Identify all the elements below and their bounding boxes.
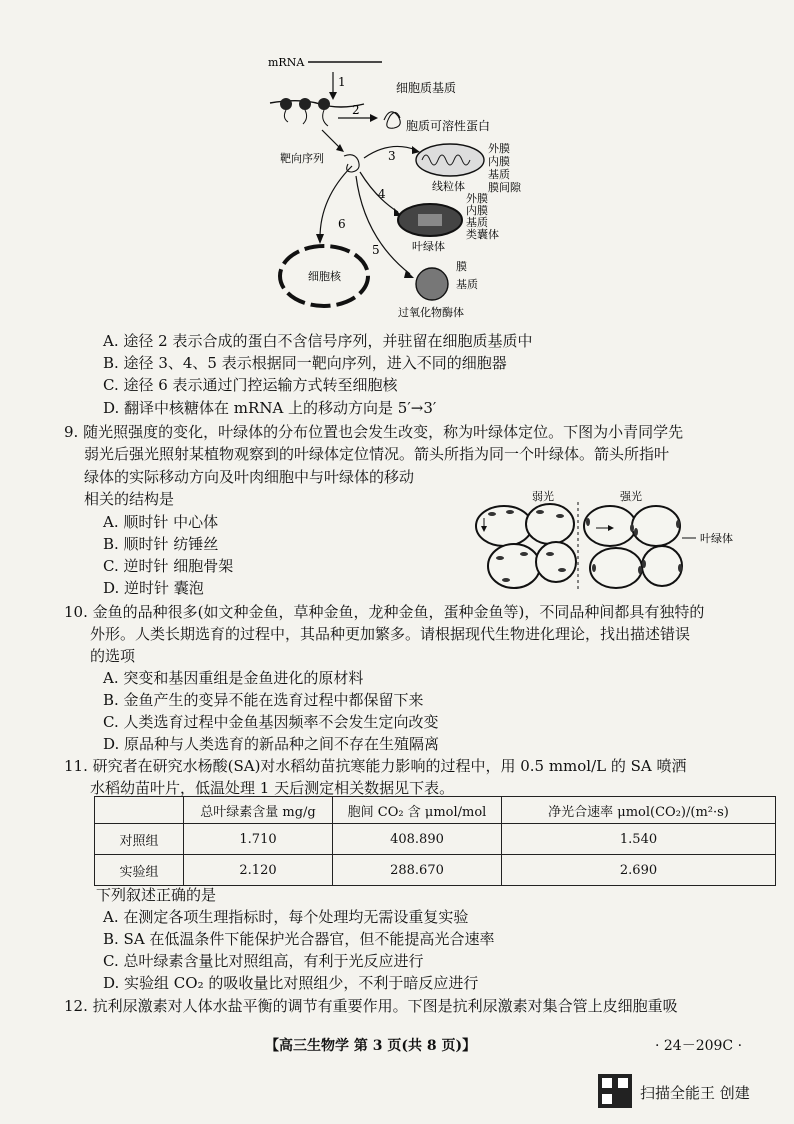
page-footer: 【高三生物学 第 3 页(共 8 页)】 — [265, 1038, 477, 1054]
table-row — [95, 855, 776, 886]
q11-line-2: 水稻幼苗叶片，低温处理 1 天后测定相关数据见下表。 — [90, 779, 455, 797]
target-sequence-label: 靶向序列 — [280, 152, 324, 165]
table-cell: 288.670 — [333, 855, 502, 886]
peroxisome-shape — [416, 268, 448, 300]
q12-line-1: 12. 抗利尿激素对人体水盐平衡的调节有重要作用。下图是抗利尿激素对集合管上皮细胞重吸 — [64, 997, 678, 1015]
q11-option-a: A. 在测定各项生理指标时，每个处理均无需设重复实验 — [103, 908, 469, 926]
chloroplast-legend-label: 叶绿体 — [700, 532, 733, 545]
q10-line-3: 的选项 — [90, 647, 136, 665]
chl-thylakoid-label: 类囊体 — [466, 228, 499, 241]
cytoplasm-matrix-label: 细胞质基质 — [396, 81, 457, 95]
q11-option-b: B. SA 在低温条件下能保护光合器官，但不能提高光合速率 — [103, 930, 495, 948]
chloroplast-label: 叶绿体 — [412, 240, 445, 253]
table-cell: 1.540 — [502, 824, 776, 855]
chl-inner-label: 内膜 — [466, 204, 488, 217]
mito-space-label: 膜间隙 — [488, 181, 521, 194]
ribosome-1 — [280, 98, 292, 110]
q10-line-1: 10. 金鱼的品种很多(如文种金鱼，草种金鱼，龙种金鱼，蛋种金鱼等)，不同品种间都具有独特的 — [64, 603, 705, 621]
q10-option-d: D. 原品种与人类选育的新品种之间不存在生殖隔离 — [103, 735, 440, 753]
q11-stem: 下列叙述正确的是 — [96, 886, 217, 904]
paper-code: · 24－209C · — [655, 1038, 743, 1054]
peroxisome-label: 过氧化物酶体 — [398, 306, 464, 319]
strong-cell-2 — [632, 506, 680, 546]
mito-outer-label: 外膜 — [488, 142, 510, 155]
weak-cell-2 — [526, 504, 574, 544]
q10-line-2: 外形。人类长期选育的过程中，其品种更加繁多。请根据现代生物进化理论，找出描述错误 — [90, 625, 691, 643]
soluble-protein-shape — [384, 112, 400, 128]
q8-option-c: C. 途径 6 表示通过门控运输方式转至细胞核 — [103, 376, 398, 394]
q9-line-2: 弱光后强光照射某植物观察到的叶绿体定位情况。箭头所指为同一个叶绿体。箭头所指叶 — [84, 445, 670, 463]
q9-line-3: 绿体的实际移动方向及叶肉细胞中与叶绿体的移动 — [84, 468, 415, 486]
chl-matrix-label: 基质 — [466, 216, 488, 229]
q9-option-c: C. 逆时针 细胞骨架 — [103, 557, 234, 575]
per-matrix-label: 基质 — [456, 278, 478, 291]
mrna-label: mRNA — [268, 56, 305, 69]
strong-cell-3 — [590, 548, 642, 588]
weak-cell-4 — [536, 542, 576, 582]
table-cell: 实验组 — [95, 855, 184, 886]
path-5-label: 5 — [372, 243, 380, 257]
mitochondrion-label: 线粒体 — [432, 180, 465, 193]
q10-option-b: B. 金鱼产生的变异不能在选育过程中都保留下来 — [103, 691, 424, 709]
mito-inner-label: 内膜 — [488, 155, 510, 168]
soluble-protein-label: 胞质可溶性蛋白 — [406, 119, 491, 133]
nucleus-label: 细胞核 — [308, 270, 341, 283]
per-membrane-label: 膜 — [456, 260, 467, 273]
mito-matrix-label: 基质 — [488, 168, 510, 181]
table-header-cell: 胞间 CO₂ 含 μmol/mol — [333, 797, 502, 824]
table-header-cell — [95, 797, 184, 824]
path-2-label: 2 — [352, 103, 360, 117]
path-1-label: 1 — [338, 75, 346, 89]
table-cell: 408.890 — [333, 824, 502, 855]
q11-data-table — [94, 796, 776, 886]
ribosome-2 — [299, 98, 311, 110]
q10-option-c: C. 人类选育过程中金鱼基因频率不会发生定向改变 — [103, 713, 439, 731]
protein-targeting-figure — [260, 48, 780, 328]
path-3-label: 3 — [388, 149, 396, 163]
table-row — [95, 824, 776, 855]
ribosome-3 — [318, 98, 330, 110]
strong-light-label: 强光 — [620, 490, 642, 503]
q9-option-d: D. 逆时针 囊泡 — [103, 579, 204, 597]
table-header-cell: 净光合速率 μmol(CO₂)/(m²·s) — [502, 797, 776, 824]
q10-option-a: A. 突变和基因重组是金鱼进化的原材料 — [103, 669, 364, 687]
q8-option-b: B. 途径 3、4、5 表示根据同一靶向序列，进入不同的细胞器 — [103, 354, 507, 372]
table-cell: 2.690 — [502, 855, 776, 886]
q9-line-1: 9. 随光照强度的变化，叶绿体的分布位置也会发生改变，称为叶绿体定位。下图为小青同学先 — [64, 423, 684, 441]
q9-line-4: 相关的结构是 — [84, 490, 175, 508]
weak-light-label: 弱光 — [532, 490, 554, 503]
q8-option-a: A. 途径 2 表示合成的蛋白不含信号序列，并驻留在细胞质基质中 — [103, 332, 533, 350]
table-cell: 对照组 — [95, 824, 184, 855]
q11-option-d: D. 实验组 CO₂ 的吸收量比对照组少，不利于暗反应进行 — [103, 974, 479, 992]
q8-option-d: D. 翻译中核糖体在 mRNA 上的移动方向是 5′→3′ — [103, 399, 437, 417]
strong-cell-4 — [642, 546, 682, 586]
q9-option-a: A. 顺时针 中心体 — [103, 513, 219, 531]
table-cell: 1.710 — [184, 824, 333, 855]
chl-outer-label: 外膜 — [466, 192, 488, 205]
chloroplast-position-figure — [470, 488, 760, 598]
path-6-label: 6 — [338, 217, 346, 231]
q9-option-b: B. 顺时针 纺锤丝 — [103, 535, 219, 553]
weak-cell-3 — [488, 544, 540, 588]
table-header-cell: 总叶绿素含量 mg/g — [184, 797, 333, 824]
mitochondrion-shape — [416, 144, 484, 176]
q11-line-1: 11. 研究者在研究水杨酸(SA)对水稻幼苗抗寒能力影响的过程中，用 0.5 mmol/L 的 SA 喷洒 — [64, 757, 687, 775]
q11-option-c: C. 总叶绿素含量比对照组高，有利于光反应进行 — [103, 952, 424, 970]
scanner-watermark: 扫描全能王 创建 — [640, 1084, 750, 1102]
table-cell: 2.120 — [184, 855, 333, 886]
path-4-label: 4 — [378, 187, 386, 201]
table-header-row — [95, 797, 776, 824]
qr-code-icon — [598, 1074, 632, 1108]
